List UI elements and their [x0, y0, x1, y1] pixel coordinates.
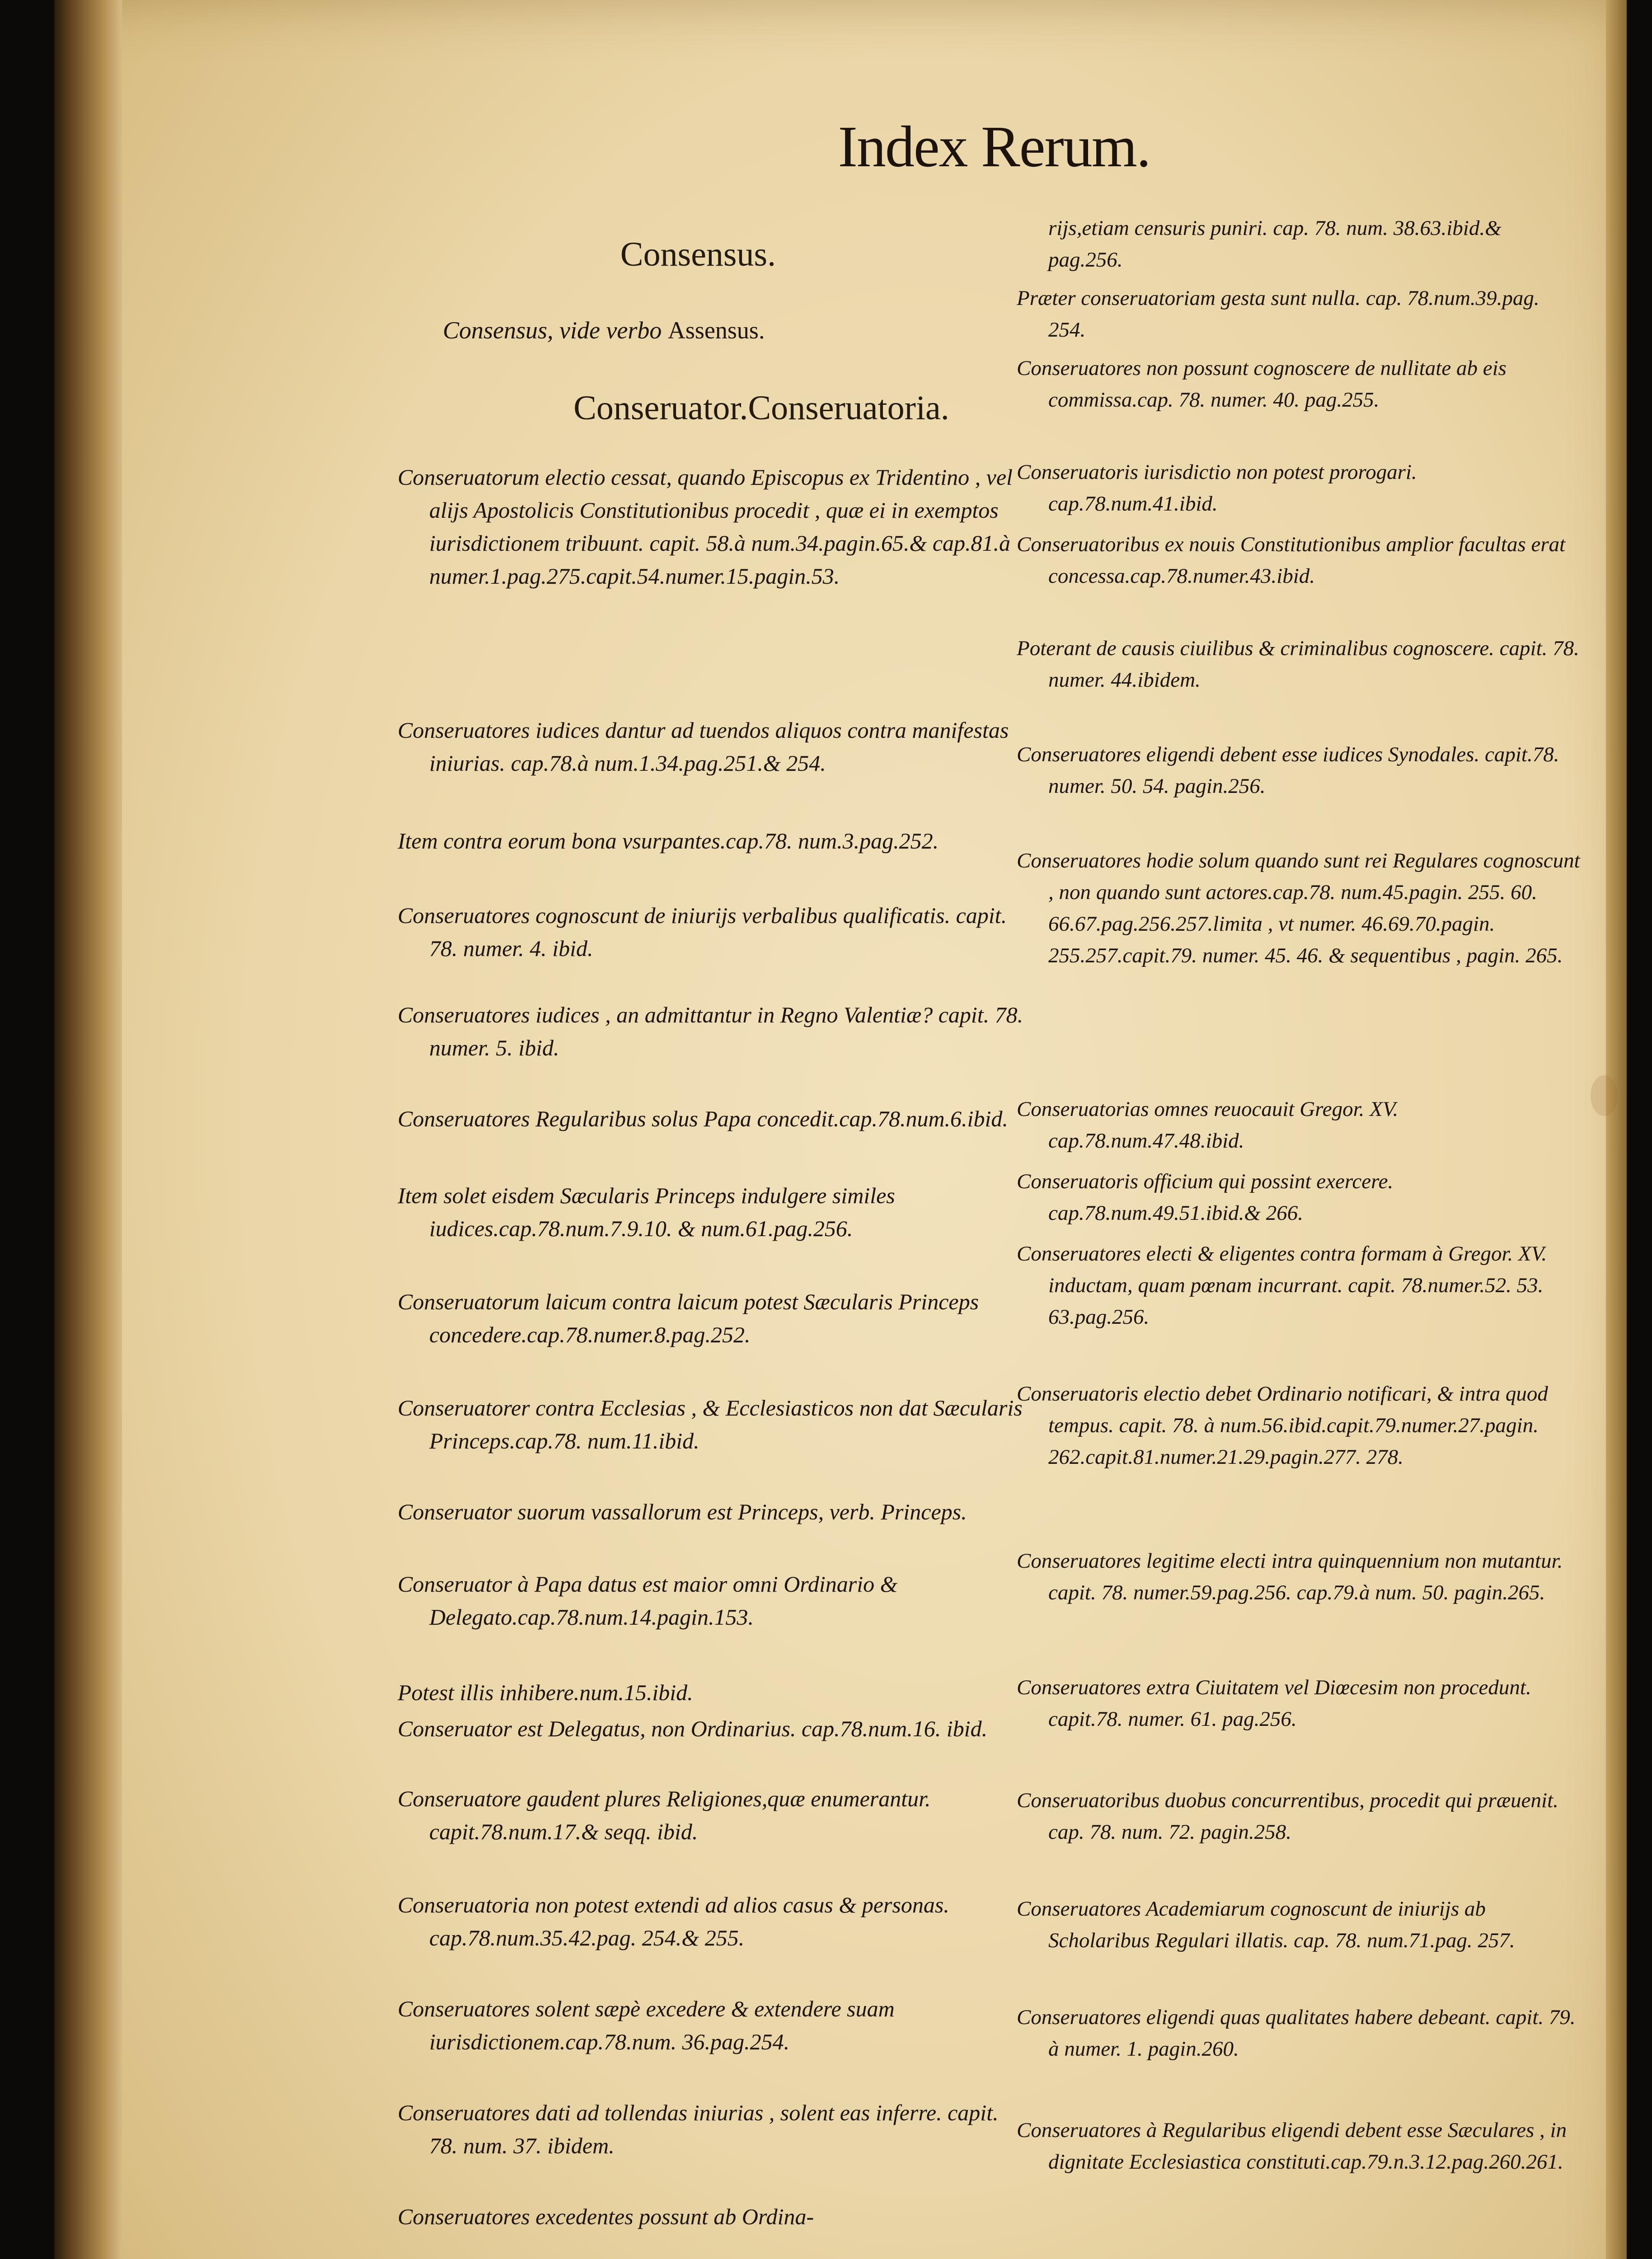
index-entry: Conseruatores hodie solum quando sunt rei Regulares cognoscunt , non quando sunt actores.cap.78. num.45.pagin. 255. 60. 66.67.pag.256.257.limita , vt numer. 46.69.70.pagin. 255.257.capit.79. numer. 45. 46. & sequentibus , pagin. 265.: [1017, 849, 1580, 967]
page-edge: [1606, 0, 1627, 2259]
index-entry: Conseruator à Papa datus est maior omni Ordinario & Delegato.cap.78.num.14.pagin.153.: [398, 1571, 898, 1630]
index-entry: Conseruatorum laicum contra laicum potest Sæcularis Princeps concedere.cap.78.numer.8.pag.252.: [398, 1289, 979, 1347]
index-entry: Conseruatores Academiarum cognoscunt de iniurijs ab Scholaribus Regulari illatis. cap. 78. num.71.pag. 257.: [1017, 1897, 1515, 1952]
section-title-conseruator: Conseruator.Conseruatoria.: [573, 389, 949, 427]
index-entry: Conseruatoria non potest extendi ad alios casus & personas. cap.78.num.35.42.pag. 254.& 255.: [398, 1892, 949, 1950]
paper-stain: [1591, 1075, 1618, 1116]
book-gutter: [54, 0, 122, 2259]
index-entry-continued: rijs,etiam censuris puniri. cap. 78. num. 38.63.ibid.& pag.256.: [1048, 216, 1502, 272]
index-entry: Conseruator suorum vassallorum est Princeps, verb. Princeps.: [398, 1499, 967, 1524]
index-entry: Conseruatoribus duobus concurrentibus, procedit qui præuenit. cap. 78. num. 72. pagin.258.: [1017, 1789, 1558, 1844]
index-entry: Conseruatoris officium qui possint exercere. cap.78.num.49.51.ibid.& 266.: [1017, 1170, 1394, 1225]
index-entry: Conseruatores eligendi debent esse iudices Synodales. capit.78. numer. 50. 54. pagin.256.: [1017, 743, 1559, 798]
index-entry: Item solet eisdem Sæcularis Princeps indulgere similes iudices.cap.78.num.7.9.10. & num.61.pag.256.: [398, 1183, 895, 1241]
index-entry: Præter conseruatoriam gesta sunt nulla. cap. 78.num.39.pag. 254.: [1017, 286, 1539, 342]
index-entry: Conseruatorum electio cessat, quando Episcopus ex Tridentino , vel alijs Apostolicis Constitutionibus procedit , quæ ei in exemptos iurisdictionem tribuunt. capit. 58.à num.34.pagin.65.& cap.81.à numer.1.pag.275.capit.54.numer.15.pagin.53.: [398, 464, 1013, 589]
consensus-entry: [443, 316, 765, 344]
consensus-entry-text: Consensus, vide verbo: [443, 317, 662, 344]
index-entry: Conseruatores iudices , an admittantur in Regno Valentiæ? capit. 78. numer. 5. ibid.: [398, 1002, 1023, 1060]
index-entry: Conseruatores iudices dantur ad tuendos aliquos contra manifestas iniurias. cap.78.à num.1.34.pag.251.& 254.: [398, 717, 1009, 776]
index-entry: Conseruatores à Regularibus eligendi debent esse Sæculares , in dignitate Ecclesiastica constituti.cap.79.n.3.12.pag.260.261.: [1017, 2118, 1567, 2174]
index-entry: Conseruatoris iurisdictio non potest prorogari. cap.78.num.41.ibid.: [1017, 460, 1417, 516]
index-entry: Conseruatores dati ad tollendas iniurias , solent eas inferre. capit. 78. num. 37. ibidem.: [398, 2100, 999, 2158]
index-entry: Conseruatores non possunt cognoscere de nullitate ab eis commissa.cap. 78. numer. 40. pag.255.: [1017, 356, 1507, 412]
index-entry: Conseruatoribus ex nouis Constitutionibus amplior facultas erat concessa.cap.78.numer.43.ibid.: [1017, 533, 1566, 588]
index-entry: Conseruatores legitime electi intra quinquennium non mutantur. capit. 78. numer.59.pag.256. cap.79.à num. 50. pagin.265.: [1017, 1549, 1563, 1604]
index-entry: Conseruatorias omnes reuocauit Gregor. XV. cap.78.num.47.48.ibid.: [1017, 1097, 1399, 1153]
index-entry: Conseruatores extra Ciuitatem vel Diœcesim non procedunt. capit.78. numer. 61. pag.256.: [1017, 1676, 1531, 1731]
index-entry: Potest illis inhibere.num.15.ibid.: [398, 1680, 693, 1705]
index-entry: Conseruatores excedentes possunt ab Ordina-: [398, 2204, 814, 2229]
index-entry: Conseruatores Regularibus solus Papa concedit.cap.78.num.6.ibid.: [398, 1106, 1008, 1131]
index-entry: Conseruatores cognoscunt de iniurijs verbalibus qualificatis. capit. 78. numer. 4. ibid.: [398, 903, 1007, 961]
index-entry: Item contra eorum bona vsurpantes.cap.78. num.3.pag.252.: [398, 828, 939, 853]
index-entry: Conseruatorer contra Ecclesias , & Ecclesiasticos non dat Sæcularis Princeps.cap.78. num.11.ibid.: [398, 1395, 1023, 1453]
index-entry: Conseruatore gaudent plures Religiones,quæ enumerantur. capit.78.num.17.& seqq. ibid.: [398, 1786, 931, 1844]
consensus-entry-ref: Assensus.: [667, 317, 765, 344]
section-title-consensus: Consensus.: [620, 235, 776, 273]
index-entry: Conseruatores eligendi quas qualitates habere debeant. capit. 79. à numer. 1. pagin.260.: [1017, 2006, 1576, 2061]
index-entry: Conseruatoris electio debet Ordinario notificari, & intra quod tempus. capit. 78. à num.56.ibid.capit.79.numer.27.pagin. 262.capit.81.numer.21.29.pagin.277. 278.: [1017, 1382, 1548, 1469]
index-entry: Poterant de causis ciuilibus & criminalibus cognoscere. capit. 78. numer. 44.ibidem.: [1017, 637, 1579, 692]
page-title: Index Rerum.: [838, 114, 1150, 179]
index-entry: Conseruatores electi & eligentes contra formam à Gregor. XV. inductam, quam pœnam incurrant. capit. 78.numer.52. 53. 63.pag.256.: [1017, 1242, 1547, 1329]
index-entry: Conseruator est Delegatus, non Ordinarius. cap.78.num.16. ibid.: [398, 1716, 988, 1741]
index-entry: Conseruatores solent sæpè excedere & extendere suam iurisdictionem.cap.78.num. 36.pag.254.: [398, 1996, 895, 2054]
